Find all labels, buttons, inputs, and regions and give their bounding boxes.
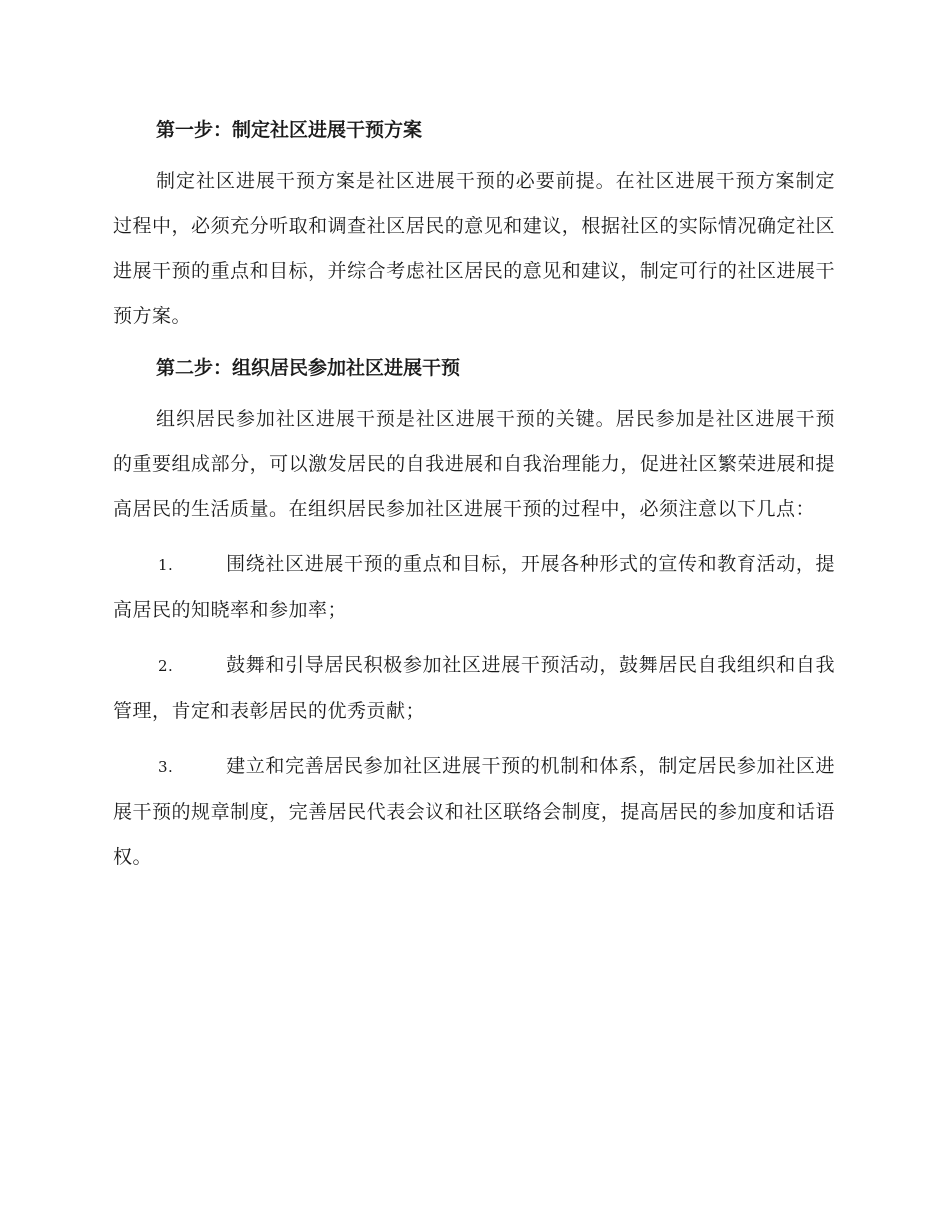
- list-item-number: 1.: [158, 556, 174, 574]
- section-paragraph-step-2: 组织居民参加社区进展干预是社区进展干预的关键。居民参加是社区进展干预的重要组成部分，可以激发居民的自我进展和自我治理能力，促进社区繁荣进展和提高居民的生活质量。在组织居民参加社区进展干预的过程中，必须注意以下几点：: [113, 408, 835, 520]
- section-heading-step-1: 第一步：制定社区进展干预方案: [156, 119, 423, 141]
- section-heading-step-2: 第二步：组织居民参加社区进展干预: [156, 357, 461, 379]
- list-item-text: 鼓舞和引导居民积极参加社区进展干预活动，鼓舞居民自我组织和自我管理，肯定和表彰居民的优秀贡献；: [113, 654, 835, 722]
- section-paragraph-step-1: 制定社区进展干预方案是社区进展干预的必要前提。在社区进展干预方案制定过程中，必须充分听取和调查社区居民的意见和建议，根据社区的实际情况确定社区进展干预的重点和目标，并综合考虑社区居民的意见和建议，制定可行的社区进展干预方案。: [113, 170, 835, 327]
- list-item-number: 2.: [158, 657, 174, 675]
- list-item-3: [113, 744, 835, 880]
- document-body: [113, 110, 835, 880]
- list-item-number: 3.: [158, 758, 174, 776]
- list-item-1: [113, 542, 835, 633]
- list-item-text: 建立和完善居民参加社区进展干预的机制和体系，制定居民参加社区进展干预的规章制度，完善居民代表会议和社区联络会制度，提高居民的参加度和话语权。: [113, 755, 835, 868]
- list-item-2: [113, 643, 835, 734]
- numbered-list: [113, 542, 835, 880]
- list-item-text: 围绕社区进展干预的重点和目标，开展各种形式的宣传和教育活动，提高居民的知晓率和参加率；: [113, 553, 835, 621]
